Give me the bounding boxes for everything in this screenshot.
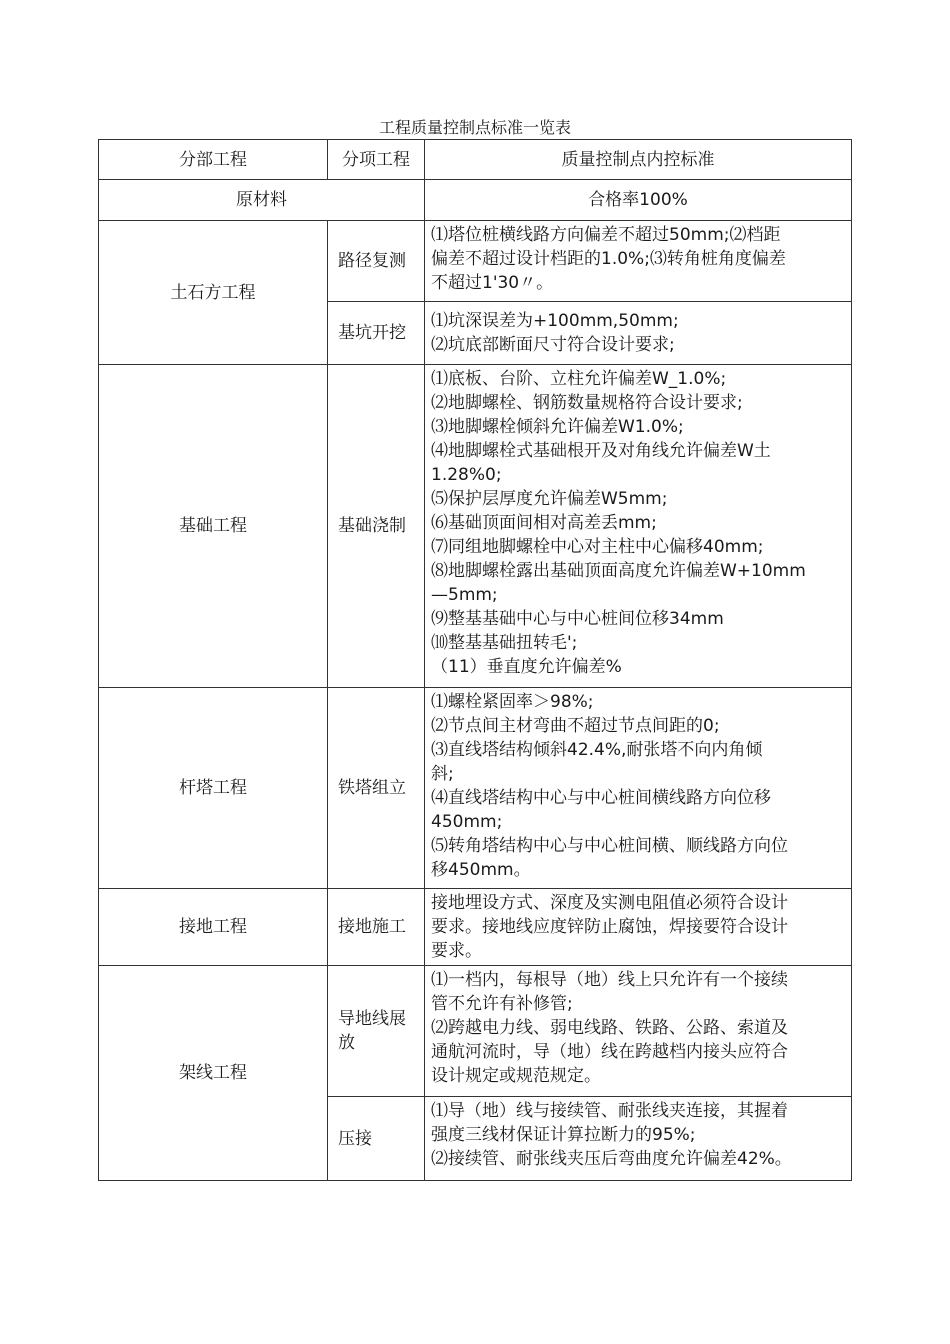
standard-line: ⑹基础顶面间相对高差丢mm; [431, 513, 657, 533]
standard-line: 设计规定或规范规定。 [431, 1066, 601, 1086]
table-row [99, 221, 852, 302]
standard-line: —5mm; [431, 585, 498, 605]
standard-line: ⑴螺栓紧固率＞98%; [431, 692, 594, 712]
standard-line: 移450mm。 [431, 860, 531, 880]
section-grounding: 接地工程 [99, 889, 328, 966]
standard-line: ⑴塔位桩横线路方向偏差不超过50mm;⑵档距 [431, 225, 781, 245]
standard-conductor-spreading [425, 966, 852, 1097]
item-foundation-pour: 基础浇制 [328, 365, 425, 688]
header-subdivision: 分项工程 [328, 140, 425, 180]
item-grounding-construction: 接地施工 [328, 889, 425, 966]
standard-line: ⑻地脚螺栓露出基础顶面高度允许偏差W+10mm [431, 561, 806, 581]
standard-line: ⑴一档内，每根导（地）线上只允许有一个接续 [431, 970, 788, 990]
standard-grounding [425, 889, 852, 966]
table-row [99, 688, 852, 889]
standard-line: ⑵接续管、耐张线夹压后弯曲度允许偏差42%。 [431, 1149, 792, 1169]
standard-line: （11）垂直度允许偏差% [431, 657, 622, 677]
item-pit-excavation: 基坑开挖 [328, 302, 425, 365]
standard-line: ⑴导（地）线与接续管、耐张线夹连接，其握着 [431, 1101, 788, 1121]
quality-standards-table [98, 139, 852, 1181]
standard-line: ⑵地脚螺栓、钢筋数量规格符合设计要求; [431, 393, 743, 413]
standard-line: ⑸保护层厚度允许偏差W5mm; [431, 489, 668, 509]
standard-line: ⑺同组地脚螺栓中心对主柱中心偏移40mm; [431, 537, 764, 557]
standard-line: ⑵坑底部断面尺寸符合设计要求; [431, 335, 675, 355]
section-foundation: 基础工程 [99, 365, 328, 688]
section-tower: 杆塔工程 [99, 688, 328, 889]
page-title: 工程质量控制点标准一览表 [378, 118, 571, 137]
raw-material-standard: 合格率100% [425, 180, 852, 221]
standard-line: ⑶直线塔结构倾斜42.4%,耐张塔不向内角倾 [431, 740, 763, 760]
table-header-row [99, 140, 852, 180]
section-stringing: 架线工程 [99, 966, 328, 1181]
header-division: 分部工程 [99, 140, 328, 180]
header-standard: 质量控制点内控标准 [425, 140, 852, 180]
standard-line: ⑶地脚螺栓倾斜允许偏差W1.0%; [431, 417, 684, 437]
table-row [99, 180, 852, 221]
item-name-line: 导地线展 [338, 1009, 406, 1029]
standard-line: 强度三线材保证计算拉断力的95%; [431, 1125, 696, 1145]
standard-line: ⑼整基基础中心与中心桩间位移34mm [431, 609, 724, 629]
standard-line: 1.28%0; [431, 465, 502, 485]
standard-line: 接地埋设方式、深度及实测电阻值必须符合设计 [431, 893, 788, 913]
raw-material-label: 原材料 [99, 180, 425, 221]
table-row [99, 365, 852, 688]
item-crimping: 压接 [328, 1097, 425, 1181]
standard-line: 斜; [431, 764, 454, 784]
standard-foundation-pour [425, 365, 852, 688]
standard-line: ⑴底板、台阶、立柱允许偏差W_1.0%; [431, 369, 727, 389]
standard-line: 要求。 [431, 941, 482, 961]
standard-line: ⑴坑深误差为+100mm,50mm; [431, 311, 679, 331]
item-conductor-spreading [328, 966, 425, 1097]
standard-tower-assembly [425, 688, 852, 889]
table-row [99, 966, 852, 1097]
standard-line: 要求。接地线应度锌防止腐蚀，焊接要符合设计 [431, 917, 788, 937]
item-route-survey: 路径复测 [328, 221, 425, 302]
standard-line: ⑸转角塔结构中心与中心桩间横、顺线路方向位 [431, 836, 788, 856]
table-row [99, 889, 852, 966]
standard-line: 管不允许有补修管; [431, 994, 573, 1014]
standard-line: ⑵节点间主材弯曲不超过节点间距的0; [431, 716, 720, 736]
standard-line: 通航河流时，导（地）线在跨越档内接头应符合 [431, 1042, 788, 1062]
item-name-line: 放 [338, 1033, 355, 1053]
item-tower-assembly: 铁塔组立 [328, 688, 425, 889]
standard-crimping [425, 1097, 852, 1181]
standard-line: ⑷直线塔结构中心与中心桩间横线路方向位移 [431, 788, 771, 808]
standard-line: ⑷地脚螺栓式基础根开及对角线允许偏差W土 [431, 441, 771, 461]
section-earthwork: 土石方工程 [99, 221, 328, 365]
standard-line: 450mm; [431, 812, 503, 832]
standard-line: ⑵跨越电力线、弱电线路、铁路、公路、索道及 [431, 1018, 788, 1038]
standard-route-survey [425, 221, 852, 302]
standard-pit-excavation [425, 302, 852, 365]
standard-line: ⑽整基基础扭转毛'; [431, 633, 578, 653]
standard-line: 偏差不超过设计档距的1.0%;⑶转角桩角度偏差 [431, 249, 786, 269]
standard-line: 不超过1'30〃。 [431, 273, 554, 293]
